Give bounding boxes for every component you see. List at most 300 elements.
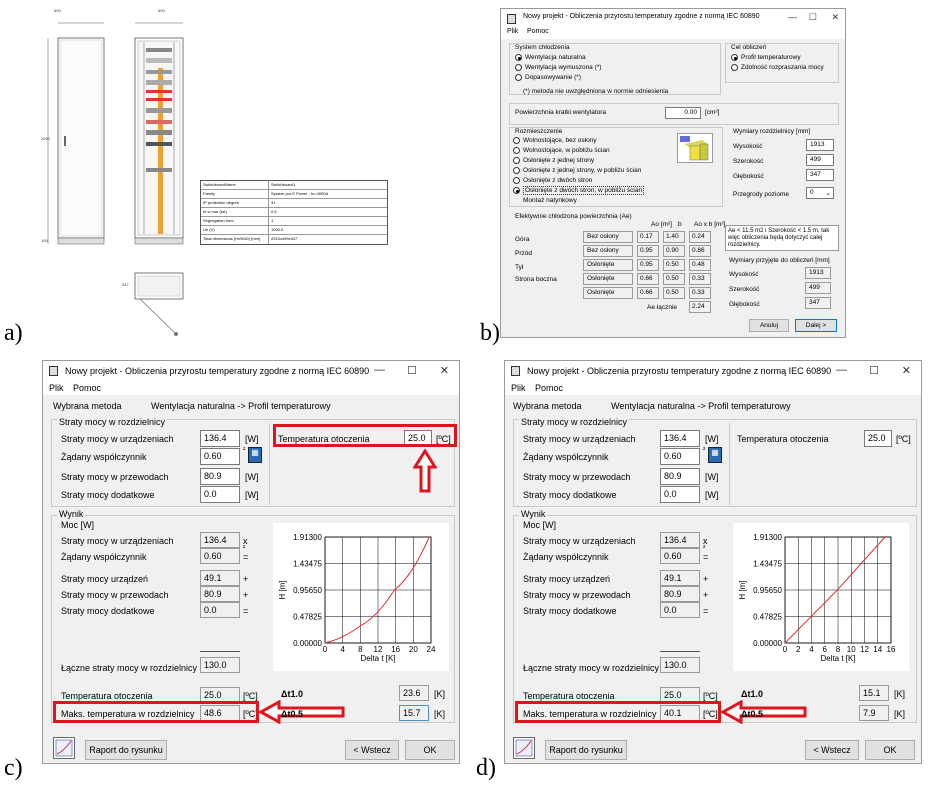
radio-place-2[interactable] <box>513 157 520 164</box>
wire-unit: [W] <box>245 472 259 482</box>
col-ao: Ao [m²] <box>651 221 672 228</box>
r-devs-value: 49.1 <box>660 570 700 586</box>
title-bar <box>501 9 845 27</box>
calc-height-label: Wysokość <box>729 271 759 278</box>
add-unit: [W] <box>705 490 719 500</box>
x-axis-label: Delta t [K] <box>360 654 396 663</box>
report-button[interactable]: Raport do rysunku <box>545 740 627 760</box>
app-icon <box>507 14 516 24</box>
cooling-title: System chłodzenia <box>515 44 570 51</box>
partitions-select[interactable] <box>806 187 834 199</box>
x-tick-label: 0 <box>782 645 788 654</box>
dt05-value: 15.7 <box>399 705 429 721</box>
r-coef-sq: ² <box>243 545 246 552</box>
height-input[interactable]: 1913 <box>806 139 834 151</box>
radio-cooling-natural-label: Wentylacja naturalna <box>525 54 586 61</box>
r-amb-unit: [ºC] <box>703 691 718 701</box>
vent-input[interactable]: 0.00 <box>665 107 701 119</box>
r-amb-label: Temperatura otoczenia <box>523 691 615 701</box>
amb-input[interactable]: 25.0 <box>404 430 432 447</box>
radio-place-4[interactable] <box>513 177 520 184</box>
row-type[interactable]: Osłonięte <box>583 259 633 271</box>
table-row <box>201 190 387 199</box>
dt05-label: Δt0.5 <box>741 709 763 719</box>
table-row <box>201 226 387 235</box>
radio-place-3-label: Osłonięte z jednej strony, w pobliżu ścian <box>523 167 642 174</box>
r-dev-label: Straty mocy w urządzeniach <box>61 536 174 546</box>
method-value: Wentylacja naturalna -> Profil temperaturowy <box>611 401 791 411</box>
r-dev-op: x <box>243 536 248 546</box>
r-wire-label: Straty mocy w przewodach <box>61 590 169 600</box>
menu-bar <box>505 381 921 395</box>
vent-unit: [cm²] <box>705 109 720 116</box>
close-icon[interactable]: ✕ <box>901 365 911 377</box>
dev-unit: [W] <box>705 434 719 444</box>
chart-c-svg <box>273 523 449 671</box>
dt1-value: 23.6 <box>399 685 429 701</box>
total-value: 130.0 <box>660 657 700 673</box>
dim-width-2: 600 <box>158 8 165 13</box>
r-add-value: 0.0 <box>660 602 700 618</box>
x-axis-label: Delta t [K] <box>820 654 856 663</box>
col-b: b <box>678 221 682 228</box>
r-wire-label: Straty mocy w przewodach <box>523 590 631 600</box>
amb-unit: [ºC] <box>436 434 451 444</box>
row-aob: 0.33 <box>689 273 711 285</box>
x-tick-label: 12 <box>860 645 869 654</box>
goal-title: Cel obliczeń <box>731 44 767 51</box>
menu-help[interactable]: Pomoc <box>73 383 102 393</box>
highlight-box <box>53 701 259 723</box>
row-type[interactable]: Osłonięte <box>583 273 633 285</box>
loss-title: Straty mocy w rozdzielnicy <box>521 417 628 427</box>
wire-input[interactable]: 80.9 <box>200 468 240 485</box>
add-input[interactable]: 0.0 <box>660 486 700 503</box>
x-tick-label: 6 <box>822 645 827 654</box>
dim-height-1: 2000 <box>41 136 50 141</box>
result-window-d <box>504 360 922 764</box>
dt1-label: Δt1.0 <box>741 689 763 699</box>
y-axis-label: H [m] <box>278 580 287 600</box>
r-devs-value: 49.1 <box>200 570 240 586</box>
switchboard-drawing <box>40 8 400 348</box>
add-unit: [W] <box>245 490 259 500</box>
radio-place-4-label: Osłonięte z dwóch stron <box>523 177 593 184</box>
r-coef-label: Żądany współczynnik <box>61 552 147 562</box>
maximize-icon[interactable]: ☐ <box>808 12 817 22</box>
ok-button[interactable]: OK <box>405 740 455 760</box>
table-cell: Switchboard1 <box>271 182 296 187</box>
ok-button[interactable]: OK <box>865 740 915 760</box>
window-title: Nowy projekt - Obliczenia przyrostu temperatury zgodne z normą IEC 60890 <box>527 366 832 376</box>
chart-thumbnail-svg <box>514 738 534 758</box>
title-bar <box>43 361 459 381</box>
report-button[interactable]: Raport do rysunku <box>85 740 167 760</box>
radio-place-5[interactable] <box>513 187 520 194</box>
depth-label: Głębokość <box>733 173 764 180</box>
x-tick-label: 16 <box>886 645 896 654</box>
r-add-label: Straty mocy dodatkowe <box>523 606 617 616</box>
total-label: Łączne straty mocy w rozdzielnicy <box>523 663 660 673</box>
moc-label: Moc [W] <box>61 520 94 530</box>
vent-label: Powierzchnia kratki wentylatora <box>515 109 607 116</box>
menu-help[interactable]: Pomoc <box>527 28 549 35</box>
calculator-icon[interactable]: ▦ <box>248 447 262 463</box>
ae-label: Ae łącznie <box>647 304 677 311</box>
r-coef-value: 0.60 <box>660 548 700 564</box>
menu-bar <box>43 381 459 395</box>
title-bar <box>505 361 921 381</box>
wizard-window <box>500 8 846 338</box>
y-tick-label: 0.95650 <box>753 586 782 595</box>
calc-depth-label: Głębokość <box>729 301 760 308</box>
row-name: Góra <box>515 236 530 243</box>
panel-label-c: c) <box>4 755 23 781</box>
wire-label: Straty mocy w przewodach <box>523 472 631 482</box>
r-dev-label: Straty mocy w urządzeniach <box>523 536 636 546</box>
y-tick-label: 1.43475 <box>753 559 782 569</box>
x-tick-label: 14 <box>873 645 883 654</box>
app-icon <box>49 366 58 376</box>
eff-title: Efektywnie chłodzona powierzchnia (Ae) <box>515 213 632 220</box>
result-window-c <box>42 360 460 764</box>
cooling-note: (*) metoda nie uwzględniona w normie odniesienia <box>523 88 669 95</box>
r-add-label: Straty mocy dodatkowe <box>61 606 155 616</box>
dt1-label: Δt1.0 <box>281 689 303 699</box>
table-row <box>201 217 387 226</box>
amb-unit: [ºC] <box>896 434 911 444</box>
table-cell: Total dimensions (HxWxD) [mm] <box>201 235 269 244</box>
y-tick-label: 0.95650 <box>293 586 322 595</box>
panel-label-a: a) <box>4 320 23 346</box>
window-title: Nowy projekt - Obliczenia przyrostu temperatury zgodne z normą IEC 60890 <box>65 366 370 376</box>
table-cell: 1000.0 <box>271 227 284 232</box>
panel-label-d: d) <box>476 755 496 781</box>
coef-label: Żądany współczynnik <box>523 452 609 462</box>
calc-width-label: Szerokość <box>729 286 760 293</box>
y-tick-label: 0.00000 <box>293 639 322 648</box>
menu-file[interactable]: Plik <box>507 28 519 35</box>
table-cell: IP protection degree <box>201 199 269 207</box>
row-aob: 0.86 <box>689 245 711 257</box>
row-ao: 0.95 <box>637 245 659 257</box>
row-b: 1.40 <box>663 231 685 243</box>
radio-place-1[interactable] <box>513 147 520 154</box>
x-tick-label: 0 <box>322 645 328 654</box>
x-tick-label: 12 <box>373 645 383 654</box>
back-button[interactable]: < Wstecz <box>805 740 859 760</box>
x-tick-label: 2 <box>796 645 801 654</box>
divider <box>269 423 270 505</box>
r-dev-value: 136.4 <box>200 532 240 548</box>
table-row <box>201 181 387 190</box>
chart-d-svg <box>733 523 909 671</box>
row-ao: 0.66 <box>637 287 659 299</box>
partitions-value: 0 <box>810 189 814 196</box>
chevron-down-icon: ⌄ <box>825 190 831 197</box>
r-devs-label: Straty mocy urządzeń <box>61 574 149 584</box>
maximize-icon[interactable]: ☐ <box>407 365 417 377</box>
row-type[interactable]: Bez osłony <box>583 245 633 257</box>
close-icon[interactable]: ✕ <box>439 365 449 377</box>
width-input[interactable]: 499 <box>806 154 834 166</box>
coef-label: Żądany współczynnik <box>61 452 147 462</box>
wire-unit: [W] <box>705 472 719 482</box>
row-b: 0.90 <box>663 245 685 257</box>
depth-input[interactable]: 347 <box>806 169 834 181</box>
info-box: Ae < 11.5 m2 i Szerokość < 1.5 m, tak więc obliczenia będą dotyczyć całej rozdzielnicy. <box>725 225 839 251</box>
r-wire-op: + <box>243 590 249 600</box>
result-title: Wynik <box>59 509 84 519</box>
radio-cooling-fit-label: Dopasowywanie (*) <box>525 74 581 81</box>
col-aob: Ao x b [m²] <box>694 221 726 228</box>
radio-place-2-label: Osłonięte z jednej strony <box>523 157 595 164</box>
calc-width-value: 499 <box>805 282 831 294</box>
table-row <box>201 199 387 208</box>
r-coef-sq: ² <box>703 545 706 552</box>
radio-goal-dissipation[interactable] <box>731 64 738 71</box>
table-cell: Segregation form <box>201 217 269 225</box>
table-row <box>201 208 387 217</box>
amb-input[interactable]: 25.0 <box>864 430 892 447</box>
chart-thumbnail-icon[interactable] <box>513 737 535 759</box>
table-cell: 0.5 <box>271 209 277 214</box>
row-type[interactable]: Osłonięte <box>583 287 633 299</box>
r-wire-value: 80.9 <box>200 586 240 602</box>
add-label: Straty mocy dodatkowe <box>61 490 155 500</box>
close-icon[interactable]: ✕ <box>831 12 839 22</box>
table-cell: 2013x499x347 <box>271 236 298 241</box>
dt1-value: 15.1 <box>859 685 889 701</box>
y-tick-label: 1.43475 <box>293 559 322 569</box>
r-coef-value: 0.60 <box>200 548 240 564</box>
ae-value: 2.24 <box>689 301 711 313</box>
total-value: 130.0 <box>200 657 240 673</box>
y-tick-label: 1.91300 <box>753 533 782 542</box>
calculator-icon[interactable]: ▦ <box>708 447 722 463</box>
panel-label-b: b) <box>480 320 500 346</box>
loss-title: Straty mocy w rozdzielnicy <box>59 417 166 427</box>
radio-cooling-forced[interactable] <box>515 64 522 71</box>
row-ao: 0.95 <box>637 259 659 271</box>
table-cell: Ue (V) <box>201 226 269 234</box>
coef-sq: ² <box>243 447 246 454</box>
radio-goal-profile[interactable] <box>731 54 738 61</box>
max-unit: [ºC] <box>243 709 258 719</box>
r-add-value: 0.0 <box>200 602 240 618</box>
dt1-unit: [K] <box>434 689 446 699</box>
row-type[interactable]: Bez osłony <box>583 231 633 243</box>
placement-illustration <box>677 133 713 163</box>
dev-unit: [W] <box>245 434 259 444</box>
row-name: Tył <box>515 264 524 271</box>
table-cell: SwitchboardName <box>201 181 269 189</box>
menu-help[interactable]: Pomoc <box>535 383 564 393</box>
y-axis-label: H [m] <box>738 580 747 600</box>
row-b: 0.50 <box>663 287 685 299</box>
radio-cooling-forced-label: Wentylacja wymuszona (*) <box>525 64 602 71</box>
sum-line <box>660 651 700 652</box>
dims-title: Wymiary rozdzielnicy [mm] <box>733 128 811 135</box>
chart-thumbnail-svg <box>54 738 74 758</box>
r-coef-label: Żądany współczynnik <box>523 552 609 562</box>
r-dev-op: x <box>703 536 708 546</box>
chart-c <box>273 523 449 671</box>
width-label: Szerokość <box>733 158 764 165</box>
moc-label: Moc [W] <box>523 520 556 530</box>
table-cell: Family <box>201 190 269 198</box>
maximize-icon[interactable]: ☐ <box>869 365 879 377</box>
menu-file[interactable]: Plik <box>511 383 526 393</box>
x-tick-label: 24 <box>426 645 436 654</box>
wire-label: Straty mocy w przewodach <box>61 472 169 482</box>
radio-goal-dissipation-label: Zdolność rozpraszania mocy <box>741 64 824 71</box>
max-unit: [ºC] <box>703 709 718 719</box>
row-aob: 0.48 <box>689 259 711 271</box>
arrow-up-icon <box>413 449 437 493</box>
radio-cooling-fit[interactable] <box>515 74 522 81</box>
method-label: Wybrana metoda <box>53 401 122 411</box>
minimize-icon[interactable]: — <box>788 12 797 22</box>
row-ao: 0.17 <box>637 231 659 243</box>
next-button[interactable]: Dalej > <box>795 319 837 332</box>
coef-input[interactable]: 0.60 <box>200 448 240 465</box>
sum-line <box>200 651 240 652</box>
dt05-unit: [K] <box>434 709 446 719</box>
max-value: 40.1 <box>660 705 700 721</box>
r-amb-label: Temperatura otoczenia <box>61 691 153 701</box>
radio-cooling-natural[interactable] <box>515 54 522 61</box>
row-b: 0.50 <box>663 259 685 271</box>
table-cell: 1 <box>271 218 274 223</box>
menu-file[interactable]: Plik <box>49 383 64 393</box>
r-devs-label: Straty mocy urządzeń <box>523 574 611 584</box>
r-add-op: = <box>703 606 709 616</box>
x-tick-label: 8 <box>835 645 841 654</box>
r-coef-op: = <box>243 552 249 562</box>
r-wire-op: + <box>703 590 709 600</box>
divider <box>729 423 730 505</box>
x-tick-label: 4 <box>809 645 814 654</box>
dev-input[interactable]: 136.4 <box>200 430 240 447</box>
y-tick-label: 0.00000 <box>753 639 782 648</box>
chart-d <box>733 523 909 671</box>
calc-depth-value: 347 <box>805 297 831 309</box>
radio-place-0[interactable] <box>513 137 520 144</box>
dim-depth: 347 <box>122 282 129 287</box>
r-devs-op: + <box>703 574 709 584</box>
app-icon <box>511 366 520 376</box>
row-b: 0.50 <box>663 273 685 285</box>
window-title: Nowy projekt - Obliczenia przyrostu temperatury zgodne z normą IEC 60890 <box>523 13 760 20</box>
r-dev-value: 136.4 <box>660 532 700 548</box>
r-coef-op: = <box>703 552 709 562</box>
minimize-icon[interactable]: — <box>836 364 847 376</box>
add-label: Straty mocy dodatkowe <box>523 490 617 500</box>
row-name: Przód <box>515 250 532 257</box>
drawing-info-table <box>200 180 388 245</box>
coef-sq: ² <box>703 447 706 454</box>
partitions-label: Przegrody poziome <box>733 191 789 198</box>
amb-label: Temperatura otoczenia <box>737 434 829 444</box>
back-button[interactable]: < Wstecz <box>345 740 399 760</box>
minimize-icon[interactable]: — <box>374 364 385 376</box>
amb-label: Temperatura otoczenia <box>278 434 370 444</box>
max-label: Maks. temperatura w rozdzielnicy <box>61 709 195 719</box>
dt05-value: 7.9 <box>859 705 889 721</box>
radio-place-1-label: Wolnostojące, w pobliżu ścian <box>523 147 610 154</box>
x-tick-label: 4 <box>340 645 345 654</box>
radio-place-3[interactable] <box>513 167 520 174</box>
y-tick-label: 0.47825 <box>753 612 782 622</box>
dim-height-2: 100 <box>41 238 48 243</box>
row-name: Strona boczna <box>515 276 557 283</box>
method-label: Wybrana metoda <box>513 401 582 411</box>
menu-bar <box>501 27 845 39</box>
dev-label: Straty mocy w urządzeniach <box>523 434 636 444</box>
radio-place-6-label: Montaż natynkowy <box>523 197 577 204</box>
table-cell: 31 <box>271 200 276 205</box>
row-aob: 0.33 <box>689 287 711 299</box>
wire-input[interactable]: 80.9 <box>660 468 700 485</box>
dt05-unit: [K] <box>894 709 906 719</box>
max-value: 48.6 <box>200 705 240 721</box>
y-tick-label: 1.91300 <box>293 533 322 542</box>
x-tick-label: 16 <box>391 645 401 654</box>
max-label: Maks. temperatura w rozdzielnicy <box>523 709 657 719</box>
calc-height-value: 1913 <box>805 267 831 279</box>
height-label: Wysokość <box>733 143 763 150</box>
dim-width-1: 600 <box>54 8 61 13</box>
calc-dims-title: Wymiary przyjęte do obliczeń [mm] <box>729 257 830 264</box>
r-amb-value: 25.0 <box>660 687 700 703</box>
r-amb-value: 25.0 <box>200 687 240 703</box>
y-tick-label: 0.47825 <box>293 612 322 622</box>
r-devs-op: + <box>243 574 249 584</box>
dev-input[interactable]: 136.4 <box>660 430 700 447</box>
dt1-unit: [K] <box>894 689 906 699</box>
result-title: Wynik <box>521 509 546 519</box>
chart-thumbnail-icon[interactable] <box>53 737 75 759</box>
row-ao: 0.66 <box>637 273 659 285</box>
table-cell: System pro E Power - In=4000A <box>271 191 329 196</box>
table-row <box>201 235 387 244</box>
x-tick-label: 20 <box>408 645 418 654</box>
r-amb-unit: [ºC] <box>243 691 258 701</box>
radio-goal-profile-label: Profil temperaturowy <box>741 54 801 61</box>
radio-place-0-label: Wolnostojące, bez osłony <box>523 137 597 144</box>
x-tick-label: 10 <box>846 645 856 654</box>
highlight-box <box>515 701 721 723</box>
x-tick-label: 8 <box>358 645 363 654</box>
r-add-op: = <box>243 606 249 616</box>
dev-label: Straty mocy w urządzeniach <box>61 434 174 444</box>
total-label: Łączne straty mocy w rozdzielnicy <box>61 663 198 673</box>
placement-illustration-svg <box>678 134 712 162</box>
cancel-button[interactable]: Anuluj <box>749 319 789 332</box>
dt05-label: Δt0.5 <box>281 709 303 719</box>
method-value: Wentylacja naturalna -> Profil temperaturowy <box>151 401 331 411</box>
switchboard-drawing-svg <box>40 8 400 348</box>
r-wire-value: 80.9 <box>660 586 700 602</box>
arrow-left-icon <box>721 700 807 724</box>
row-aob: 0.24 <box>689 231 711 243</box>
highlight-box <box>273 424 457 447</box>
table-cell: Ie w mar (kA) <box>201 208 269 216</box>
add-input[interactable]: 0.0 <box>200 486 240 503</box>
coef-input[interactable]: 0.60 <box>660 448 700 465</box>
placement-title: Rozmieszczenie <box>515 128 563 135</box>
